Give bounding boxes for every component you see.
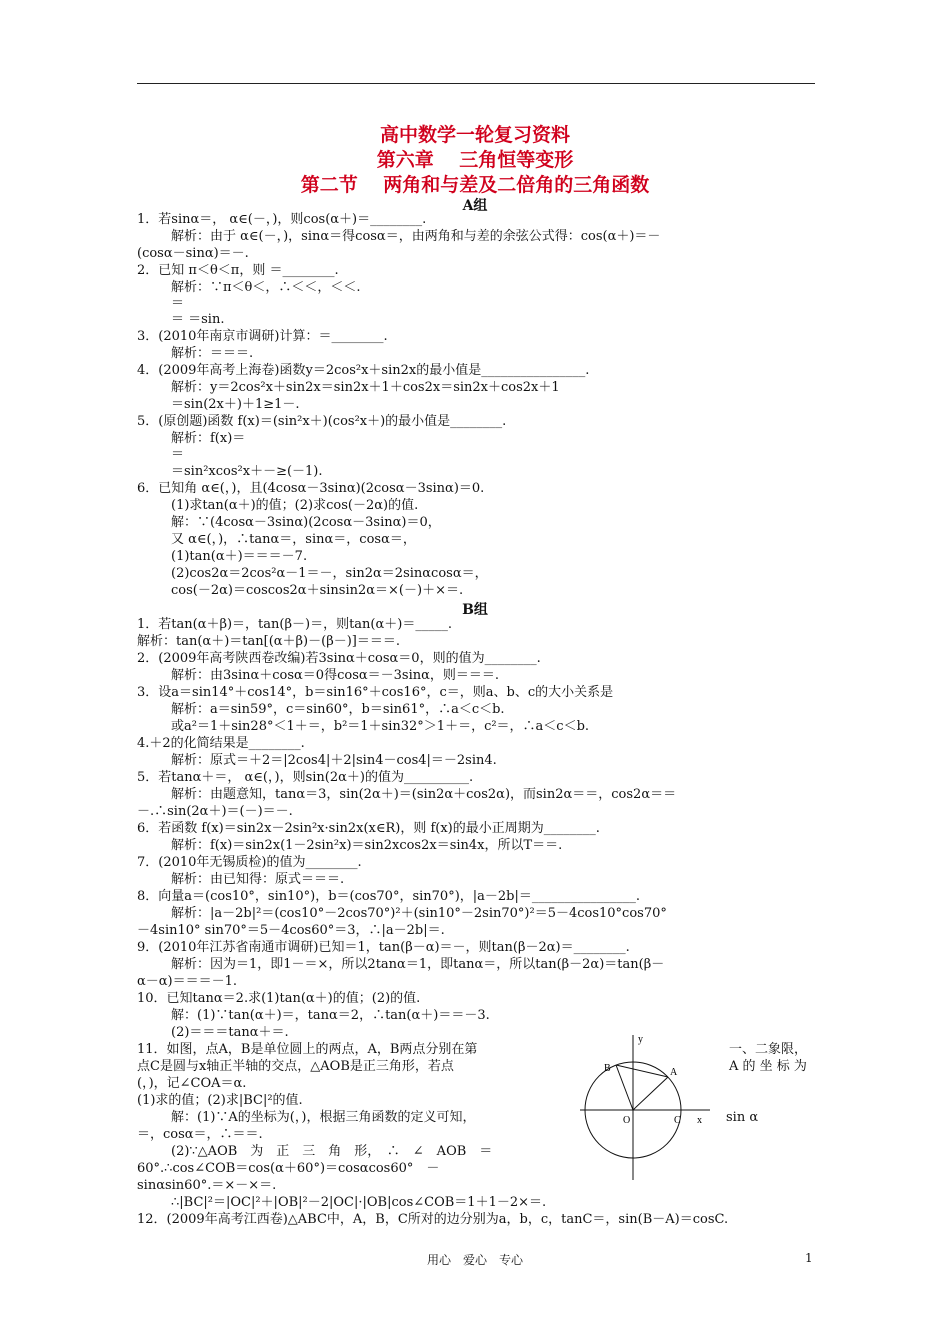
text-line: (1)求的值；(2)求|BC|²的值. [137,1093,303,1108]
label-x: x [697,1115,702,1126]
text-line: 10．已知tanα＝2.求(1)tan(α＋)的值；(2)的值. [137,991,421,1006]
page-number: 1 [805,1251,813,1265]
text-line: 解：(1)∵A的坐标为(，)，根据三角函数的定义可知， [171,1110,476,1125]
text-line: (2)∵△AOB 为 正 三 角 形， ∴ ∠ AOB ＝ [171,1144,493,1159]
text-line: 2．已知 π＜θ＜π，则 ＝________. [137,263,339,278]
text-line: －.∴sin(2α＋)＝(－)＝－. [137,804,293,819]
text-line: (cosα－sinα)＝－. [137,246,249,261]
text-line: 1．若sinα＝， α∈(－，)，则cos(α＋)＝________. [137,212,427,227]
page-footer: 用心 爱心 专心 [426,1253,523,1267]
segment-oa [633,1077,668,1110]
text-line: ＝ [171,296,185,311]
text-line: 1．若tan(α＋β)＝，tan(β－)＝，则tan(α＋)＝_____. [137,617,452,632]
text-line: 7．(2010年无锡质检)的值为________. [137,855,362,870]
text-line: α－α)＝＝＝－1. [137,974,238,989]
side-text-quadrant: 一、二象限， [729,1042,808,1057]
text-line: 解析：＝＝＝. [171,346,254,361]
doc-title: 高中数学一轮复习资料 [379,124,570,146]
text-line: 解析：|a－2b|²＝(cos10°－2cos70°)²＋(sin10°－2sin70°)²＝5－4cos10°cos70° [171,906,667,921]
text-line: 解析：由3sinα＋cosα＝0得cosα＝－3sinα，则＝＝＝. [171,668,500,683]
text-line: 解析：原式＝＋2＝|2cos4|＋2|sin4－cos4|＝－2sin4. [171,753,497,768]
text-line: ＝ [171,447,185,462]
label-c: C [674,1115,681,1126]
text-line: 解析：由于 α∈(－，)，sinα＝得cosα＝，由两角和与差的余弦公式得：cos(α＋)＝－ [171,229,661,244]
unit-circle-figure [570,1030,720,1190]
text-line: 解析：y＝2cos²x＋sin2x＝sin2x＋1＋cos2x＝sin2x＋cos2x＋1 [171,380,560,395]
label-a: A [670,1067,678,1078]
text-line: ＝sin(2x＋)＋1≥1－. [171,397,300,412]
group-a-heading: A组 [462,198,488,214]
text-line: 8．向量a＝(cos10°，sin10°)，b＝(cos70°，sin70°)，|a－2b|＝________________. [137,889,640,904]
text-line: 11．如图，点A，B是单位圆上的两点，A，B两点分别在第 [137,1042,478,1057]
chapter-title: 第六章 三角恒等变形 [376,149,574,171]
text-line: 4．(2009年高考上海卷)函数y＝2cos²x＋sin2x的最小值是________________. [137,363,590,378]
text-line: 或a²＝1＋sin28°＜1＋＝，b²＝1＋sin32°＞1＋＝，c²＝，∴a＜c＜b. [171,719,590,734]
text-line: 5．若tanα＋＝， α∈(，)，则sin(2α＋)的值为__________. [137,770,474,785]
text-line: 解析：f(x)＝ [171,431,246,446]
text-line: 3．(2010年南京市调研)计算：＝________. [137,329,388,344]
text-line: 6．已知角 α∈(，)，且(4cosα－3sinα)(2cosα－3sinα)＝0. [137,481,485,496]
segment-ob [616,1065,633,1110]
side-text-sin: sin α [726,1110,759,1125]
text-line: 解析：由题意知，tanα＝3，sin(2α＋)＝(sin2α＋cos2α)，而sin2α＝＝，cos2α＝＝ [171,787,677,802]
text-line: 9．(2010年江苏省南通市调研)已知＝1，tan(β－α)＝－，则tan(β－2α)＝________. [137,940,630,955]
text-line: 解析：a＝sin59°，c＝sin60°，b＝sin61°，∴a＜c＜b. [171,702,505,717]
group-b-heading: B组 [462,602,488,618]
label-o: O [623,1115,631,1126]
text-line: ＝，cosα＝，∴＝＝. [137,1127,263,1142]
text-line: sinαsin60°.＝×－×＝. [137,1178,277,1193]
text-line: 60°.∴cos∠COB＝cos(α＋60°)＝cosαcos60° － [137,1161,440,1176]
text-line: cos(－2α)＝coscos2α＋sinsin2α＝×(－)＋×＝. [171,583,464,598]
text-line: (1)tan(α＋)＝＝＝－7. [171,549,308,564]
text-line: (2)cos2α＝2cos²α－1＝－，sin2α＝2sinαcosα＝， [171,566,488,581]
text-line: 又 α∈(，)，∴tanα＝，sinα＝，cosα＝， [171,532,416,547]
section-title: 第二节 两角和与差及二倍角的三角函数 [300,174,650,196]
text-line: 3．设a＝sin14°＋cos14°，b＝sin16°＋cos16°，c＝，则a、b、c的大小关系是 [137,685,614,700]
text-line: 5．(原创题)函数 f(x)＝(sin²x＋)(cos²x＋)的最小值是________. [137,414,507,429]
text-line: 解析：tan(α＋)＝tan[(α＋β)－(β－)]＝＝＝. [137,634,400,649]
text-line: 6．若函数 f(x)＝sin2x－2sin²x·sin2x(x∈R)，则 f(x)的最小正周期为________. [137,821,600,836]
text-line: ＝sin²xcos²x＋－≥(－1). [171,464,323,479]
text-line: 解析：f(x)＝sin2x(1－2sin²x)＝sin2xcos2x＝sin4x，所以T＝＝. [171,838,563,853]
text-line: (，)，记∠COA＝α. [137,1076,247,1091]
header-rule [137,83,815,84]
text-line: 12．(2009年高考江西卷)△ABC中，A，B，C所对的边分别为a，b，c，tanC＝，sin(B－A)＝cosC. [137,1212,729,1227]
text-line: 4.＋2的化简结果是________. [137,736,305,751]
text-line: 解：∵(4cosα－3sinα)(2cosα－3sinα)＝0， [171,515,441,530]
text-line: 2．(2009年高考陕西卷改编)若3sinα＋cosα＝0，则的值为________. [137,651,541,666]
text-line: 点C是圆与x轴正半轴的交点，△AOB是正三角形，若点 [137,1059,454,1074]
side-text-coord: A 的 坐 标 为 [729,1059,807,1074]
text-line: 解：(1)∵tan(α＋)＝，tanα＝2，∴tan(α＋)＝＝－3. [171,1008,490,1023]
text-line: ∴|BC|²＝|OC|²＋|OB|²－2|OC|·|OB|cos∠COB＝1＋1－2×＝. [171,1195,547,1210]
text-line: ＝ ＝sin. [171,312,225,327]
text-line: 解析：由已知得：原式＝＝＝. [171,872,345,887]
text-line: (1)求tan(α＋)的值；(2)求cos(－2α)的值. [171,498,419,513]
label-y: y [638,1034,643,1045]
text-line: 解析：因为＝1，即1－＝×，所以2tanα＝1，即tanα＝，所以tan(β－2α)＝tan(β－ [171,957,665,972]
label-b: B [604,1063,611,1074]
text-line: (2)＝＝＝tanα＋＝. [171,1025,289,1040]
text-line: 解析：∵π＜θ＜，∴＜＜，＜＜. [171,280,361,295]
text-line: －4sin10° sin70°＝5－4cos60°＝3，∴|a－2b|＝. [137,923,445,938]
